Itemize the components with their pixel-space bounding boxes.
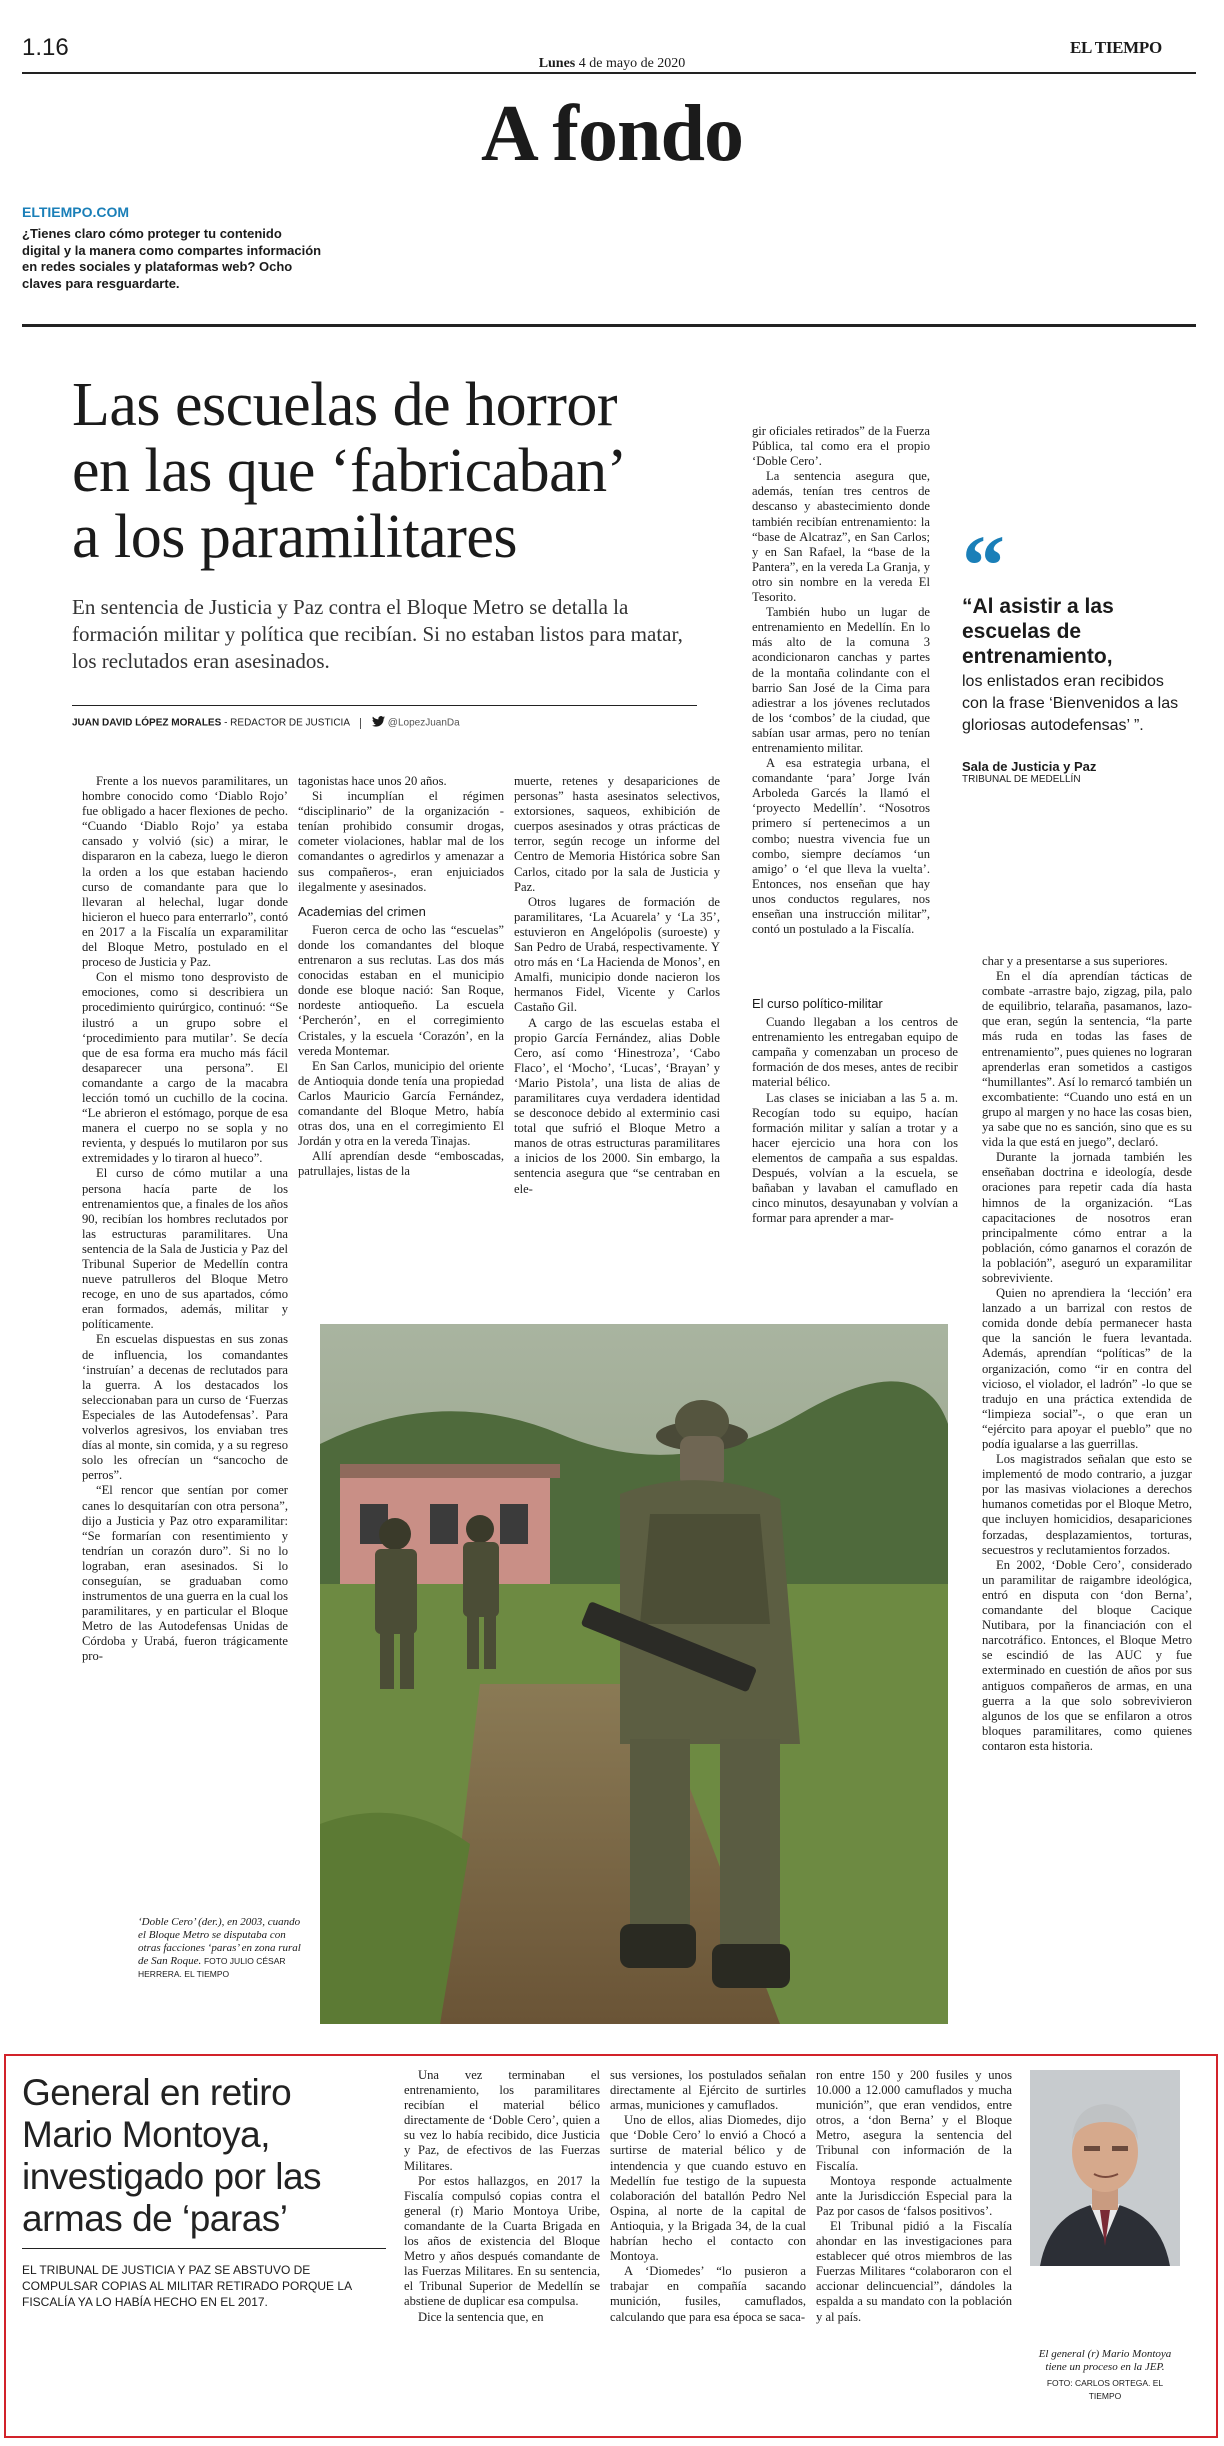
- paragraph: Con el mismo tono desprovisto de emociones, como si describiera un procedimiento quirúrgico, continuó: “Se ilustró a un grupo sobre el ‘procedimiento para mutilar’. Se decía que de esa forma era mucho más fácil desaparecer una persona”. El comandante a cargo de la macabra lección tomó un cuchillo de la cocina. “Le abrieron el estómago, porque de esa manera el cuerpo no se sopla y no revienta, y después lo mutilaron por sus extremidades y lo tiraron al hueco”.: [82, 970, 288, 1166]
- quote-bold: “Al asistir a las escuelas de entrenamiento,: [962, 595, 1114, 668]
- promo-site-link[interactable]: ELTIEMPO.COM: [22, 204, 130, 220]
- sidebar-column-3: [816, 2068, 1012, 2325]
- section-title: A fondo: [481, 90, 743, 178]
- date-rest: 4 de mayo de 2020: [578, 56, 686, 71]
- dek-rule: [72, 705, 697, 706]
- paragraph: tagonistas hace unos 20 años.: [298, 774, 447, 788]
- byline-separator: [360, 718, 361, 729]
- paragraph: Cuando llegaban a los centros de entrenamiento les entregaban equipo de campaña y comenzaban un proceso de formación de dos meses, antes de recibir material bélico.: [752, 1015, 958, 1090]
- paragraph: Montoya responde actualmente ante la Jurisdicción Especial para la Paz por casos de ‘falsos positivos’.: [816, 2173, 1012, 2218]
- promo-text: ¿Tienes claro cómo proteger tu contenido digital y la manera como compartes información en redes sociales y plataformas web? Ocho claves para resguardarte.: [22, 226, 322, 291]
- headline-line: Las escuelas de horror: [72, 371, 618, 439]
- page-number: 1.16: [22, 34, 69, 61]
- paragraph: muerte, retenes y desapariciones de personas” hasta asesinatos selectivos, extorsiones, saqueos, exhibición de cuerpos asesinados y otras prácticas de terror, según recoge un informe del Centro de Memoria Histórica sobre San Carlos, citado por la sala de Justicia y Paz.: [514, 774, 720, 894]
- paragraph: Si incumplían el régimen “disciplinario” de la organización -tenían prohibido consumir drogas, cometer violaciones, hablar mal de los comandantes o agredirlos y amenazar a sus compañeros-, eran enjuiciados ilegalmente y asesinados.: [298, 789, 504, 894]
- montoya-photo: [1030, 2070, 1180, 2266]
- paragraph: En el día aprendían tácticas de combate -arrastre bajo, zigzag, pila, palo de equilibrio, telaraña, pasamanos, lazo- que eran, según la sentencia, “la parte más ruda en todas las fases de entrenamiento”, pues quienes no lograran aprenderlas eran sometidos a castigos “humillantes”. Así lo remarcó también un excombatiente: “Cuando uno está en un grupo al margen y no hace las cosas bien, ya sabe que no es sanción, sino que es su vida la que está en juego”, declaró.: [982, 969, 1192, 1150]
- paragraph: sus versiones, los postulados señalan directamente al Ejército de surtirles armas, municiones y camuflados.: [610, 2068, 806, 2113]
- headline-line: a los paramilitares: [72, 503, 517, 571]
- sidebar-caption-text: El general (r) Mario Montoya tiene un proceso en la JEP.: [1038, 2348, 1172, 2373]
- paragraph: Quien no aprendiera la ‘lección’ era lanzado a un barrizal con restos de comida donde debía permanecer hasta que la sanción le fuera levantada. Además, aprendían “políticas” de la organización, como “ir en contra del vicioso, el violador, el ladrón” -lo que se tradujo en una práctica extendida de “limpieza social”-, o que eran un “ejército para apoyar el pueblo” que no podía igualarse a las guerrillas.: [982, 1286, 1192, 1451]
- paragraph: ron entre 150 y 200 fusiles y unos 10.000 a 12.000 camuflados y mucha munición”, que eran vendidos, entre otros, a ‘don Berna’ y el Bloque Metro, asegura la sentencia del Tribunal con información de la Fiscalía.: [816, 2068, 1012, 2173]
- article-column-2: [298, 774, 504, 1179]
- subhead-academias: Academias del crimen: [298, 903, 426, 919]
- paragraph: La sentencia asegura que, además, tenían tres centros de descanso y abastecimiento donde también recibían entrenamiento: la “base de Alcatraz”, en San Carlos; y en San Rafael, la “base de la Pantera”, en la vereda La Granja, y otro sin nombre en la vereda El Tesorito.: [752, 469, 930, 605]
- twitter-icon: [372, 716, 385, 730]
- byline-name: JUAN DAVID LÓPEZ MORALES: [72, 717, 222, 729]
- paragraph: En escuelas dispuestas en sus zonas de influencia, los comandantes ‘instruían’ a decenas de reclutados para la guerra. A los destacados los seleccionaban para un curso de ‘Fuerzas Especiales de las Autodefensas’. Para volverlos agresivos, los enviaban tres días al monte, sin comida, y a su regreso solo les ofrecían un “sancocho de perros”.: [82, 1332, 288, 1483]
- paragraph: char y a presentarse a sus superiores.: [982, 954, 1168, 968]
- article-headline: [72, 372, 712, 570]
- paragraph: Los magistrados señalan que esto se implementó de modo contrario, a juzgar por las masivas violaciones a derechos humanos cometidas por el Bloque Metro, que incluyen homicidios, desapariciones forzadas, desplazamientos, torturas, secuestros y reclutamientos forzados.: [982, 1452, 1192, 1557]
- photo-credit: FOTO JULIO CÉSAR HERRERA. EL TIEMPO: [138, 1956, 286, 1979]
- paragraph: Las clases se iniciaban a las 5 a. m. Recogían todo su equipo, hacían formación militar y salían a trotar y a hacer ejercicio una hora con los elementos de campaña a sus espaldas. Después, volvían a la escuela, se bañaban y lavaban el camuflado en cinco minutos, desayunaban y volvían a formar para aprender a mar-: [752, 1090, 958, 1226]
- sidebar-photo-caption: [1030, 2348, 1180, 2403]
- article-column-top: [752, 424, 930, 937]
- sidebar-headline: General en retiro Mario Montoya, investigado por las armas de ‘paras’: [22, 2072, 322, 2239]
- sidebar-photo-credit: FOTO: CARLOS ORTEGA. EL TIEMPO: [1046, 2378, 1164, 2401]
- paragraph: “El rencor que sentían por comer canes lo desquitarían con otra persona”, dijo a Justicia y Paz otro exparamilitar: “Se formarían con resentimiento y tendrían un corazón duro”. Si no lo lograban, eran asesinados. Si lo conseguían, se graduaban como instrumentos de una guerra en la cual los paramilitares, y en particular el Bloque Metro de las Autodefensas Unidas de Córdoba y Urabá, fueron trágicamente pro-: [82, 1483, 288, 1664]
- paragraph: gir oficiales retirados” de la Fuerza Pública, tal como era el propio ‘Doble Cero’.: [752, 424, 930, 469]
- paragraph: Fueron cerca de ocho las “escuelas” donde los comandantes del bloque entrenaron a sus reclutas. Las dos más conocidas estaban en el municipio donde ese bloque nació: San Roque, nordeste antioqueño. La escuela ‘Percherón’, en el corregimiento Cristales, y la escuela ‘Corazón’, en la vereda Montemar.: [298, 922, 504, 1058]
- article-dek: En sentencia de Justicia y Paz contra el Bloque Metro se detalla la formación militar y política que recibían. Si no estaban listos para matar, los reclutados eran asesinados.: [72, 595, 683, 673]
- paragraph: Durante la jornada también les enseñaban doctrina e ideología, desde oraciones para repetir cada día hasta himnos de la organización. “Las capacitaciones de nosotros eran principalmente cómo entrar a la población, cómo ganarnos el corazón de la población”, aseguró un exparamilitar sobreviviente.: [982, 1150, 1192, 1285]
- article-column-3: [514, 774, 720, 1197]
- sidebar-rule: [22, 2248, 386, 2249]
- paragraph: En 2002, ‘Doble Cero’, considerado un paramilitar de raigambre ideológica, entró en disputa con ‘don Berna’, comandante del bloque Cacique Nutibara, por la financiación con el narcotráfico. Entonces, el Bloque Metro se escindió de las AUC y fue exterminado en cuestión de años por sus antiguos compañeros de armas, en una guerra a la que solo sobrevivieron algunos de los que se enfilaron a otros bloques paramilitares, como quienes contaron esta historia.: [982, 1557, 1192, 1753]
- paragraph: Frente a los nuevos paramilitares, un hombre conocido como ‘Diablo Rojo’ fue obligado a hacer flexiones de pecho. “Cuando ‘Diablo Rojo’ ya estaba cansado y volvió (sic) a mirar, le dispararon en la cabeza, luego le dieron la orden a los que estaban haciendo curso de comandante para que lo llevaran al helechal, lugar donde hicieron el hueco para enterrarlo”, contó en 2017 a la Fiscalía un exparamilitar del Bloque Metro, postulado en el proceso de Justicia y Paz.: [82, 774, 288, 970]
- paragraph: Uno de ellos, alias Diomedes, dijo que ‘Doble Cero’ lo envió a Chocó a surtirse de material bélico y de intendencia y que cuando estuvo en Medellín fue testigo de la supuesta colaboración del batallón Pedro Nel Ospina, al norte de la capital de Antioquia, y la Brigada 34, de la cual habrían hecho el contacto con Montoya.: [610, 2113, 806, 2264]
- photo-caption: [138, 1916, 308, 1981]
- sidebar-column-1: [404, 2068, 600, 2325]
- photo-soldiers-illustration: [320, 1324, 948, 2024]
- paragraph: A cargo de las escuelas estaba el propio García Fernández, alias Doble Cero, así como ‘Hinestroza’, ‘Cabo Flaco’, el ‘Mocho’, ‘Lucas’, ‘Brayan’ y ‘Mario Pistola’, una lista de alias de paramilitares cuya verdadera identidad se desconoce debido al exterminio casi total que sufrió el Bloque Metro a manos de otras estructuras paramilitares a inicios de los 2000. Sin embargo, la sentencia asegura que “se centraban en ele-: [514, 1015, 720, 1196]
- date-day: Lunes: [538, 56, 576, 71]
- byline-role: - REDACTOR DE JUSTICIA: [224, 717, 350, 729]
- paragraph: A esa estrategia urbana, el comandante ‘para’ Jorge Iván Arboleda Garcés la llamó el ‘proyecto Medellín’. “Nosotros primero sí pertenecimos a un combo; nuestra vivencia fue un combo, siempre decíamos ‘un amigo’ o ‘el que lleva la vuelta’. Entonces, nos enseñan que hay unos conductos regulares, nos enseñan una instrucción militar”, contó un postulado a la Fiscalía.: [752, 756, 930, 937]
- byline: [72, 716, 712, 730]
- brand-logo: EL TIEMPO: [1070, 38, 1162, 57]
- issue-date: [430, 56, 794, 72]
- promo-rule: [22, 324, 1196, 327]
- header-rule: [22, 72, 1196, 74]
- article-column-5: [982, 954, 1192, 1754]
- sidebar-dek: EL TRIBUNAL DE JUSTICIA Y PAZ SE ABSTUVO DE COMPULSAR COPIAS AL MILITAR RETIRADO PORQUE LA FISCALÍA YA LO HABÍA HECHO EN EL 2017.: [22, 2263, 352, 2309]
- article-column-1: [82, 774, 288, 1665]
- twitter-handle[interactable]: @LopezJuanDa: [387, 717, 460, 729]
- headline-line: en las que ‘fabricaban’: [72, 437, 627, 505]
- paragraph: A ‘Diomedes’ “lo pusieron a trabajar en compañía sacando munición, fusiles, camuflados, calculando que para esa época se saca-: [610, 2264, 806, 2324]
- sidebar-column-2: [610, 2068, 806, 2325]
- paragraph: Allí aprendían desde “emboscadas, patrullajes, listas de la: [298, 1149, 504, 1179]
- portrait-illustration: [1030, 2070, 1180, 2266]
- paragraph: Dice la sentencia que, en: [418, 2309, 544, 2324]
- paragraph: En San Carlos, municipio del oriente de Antioquia donde tenía una propiedad Carlos Mauricio García Fernández, comandante del Bloque Metro, había otras dos, una en el corregimiento El Jordán y otra en la vereda Tinajas.: [298, 1058, 504, 1149]
- paragraph: Por estos hallazgos, en 2017 la Fiscalía compulsó copias contra el general (r) Mario Montoya Uribe, comandante de la Cuarta Brigada en los años de existencia del Bloque Metro y años después comandante de las Fuerzas Militares. En su sentencia, el Tribunal Superior de Medellín se abstiene de duplicar esa compulsa.: [404, 2173, 600, 2309]
- article-photo: [320, 1324, 948, 2024]
- pull-quote: [962, 517, 1184, 785]
- quote-source-role: TRIBUNAL DE MEDELLÍN: [962, 774, 1081, 785]
- paragraph: El curso de cómo mutilar a una persona hacía parte de los entrenamientos que, a finales de los años 90, recibían los hombres reclutados por las estructuras paramilitares. Una sentencia de la Sala de Justicia y Paz del Tribunal Superior de Medellín contra nueve patrulleros del Bloque Metro recoge, en uno de sus apartados, cómo eran formados, además, militar y políticamente.: [82, 1166, 288, 1332]
- quote-mark-icon: “: [962, 517, 1005, 613]
- quote-source: Sala de Justicia y Paz: [962, 759, 1097, 774]
- paragraph: Otros lugares de formación de paramilitares, ‘La Acuarela’ y ‘La 35’, estuvieron en Angelópolis (suroeste) y San Pedro de Urabá, respectivamente. Y otro más en ‘La Hacienda de Monos’, en Amalfi, municipio donde nacieron los hermanos Fidel, Vicente y Carlos Castaño Gil.: [514, 894, 720, 1015]
- subhead-curso: El curso político-militar: [752, 996, 883, 1011]
- article-column-4: [752, 996, 958, 1226]
- photo-caption-text: ‘Doble Cero’ (der.), en 2003, cuando el Bloque Metro se disputaba con otras facciones ‘paras’ en zona rural de San Roque.: [138, 1916, 301, 1967]
- paragraph: El Tribunal pidió a la Fiscalía ahondar en las investigaciones para establecer qué otros miembros de las Fuerzas Militares “colaboraron con el accionar delincuencial”, dándoles la espalda a su mandato con la población y al país.: [816, 2218, 1012, 2324]
- paragraph: También hubo un lugar de entrenamiento en Medellín. En lo más alto de la comuna 3 acondicionaron canchas y partes de la montaña colindante con el barrio San José de la Cima para adiestrar a los jóvenes reclutados de los ‘combos’ de la ciudad, que sabían usar armas, pero no tenían entrenamiento militar.: [752, 605, 930, 755]
- quote-rest: los enlistados eran recibidos con la frase ‘Bienvenidos a las gloriosas autodefensas’ ”.: [962, 673, 1179, 734]
- paragraph: Una vez terminaban el entrenamiento, los paramilitares recibían el material bélico directamente de ‘Doble Cero’, quien a su vez lo había recibido, dice Justicia y Paz, de efectivos de las Fuerzas Militares.: [404, 2068, 600, 2173]
